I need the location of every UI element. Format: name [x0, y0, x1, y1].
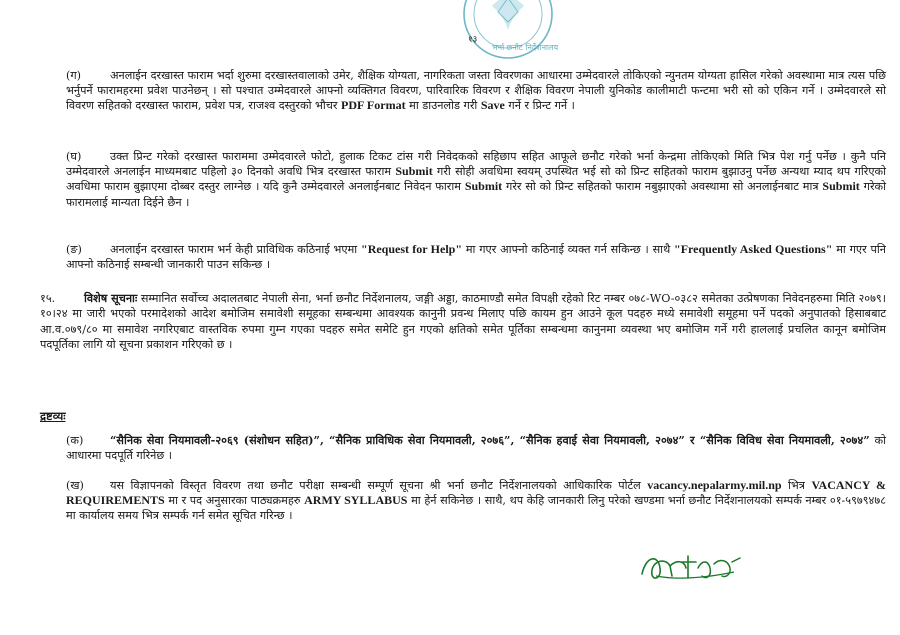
emphasis-text: Submit [464, 179, 503, 194]
paragraph-text: गरेको फारामलाई मान्यता दिईने छैन । [66, 180, 887, 209]
note-label: (क) [66, 434, 84, 447]
note-text: भित्र [788, 479, 805, 492]
paragraph-label: (घ) [66, 150, 82, 163]
note-text: यस विज्ञापनको विस्तृत विवरण तथा छनौट परीक्षा सम्बन्धी सम्पूर्ण सूचना श्री भर्ना छनौट निर्देशनालयको आधिकारिक पोर्टल [110, 479, 641, 492]
section-15-special-notice [40, 291, 886, 353]
emphasis-text: Submit [395, 164, 433, 179]
paragraph-text: अनलाईन दरखास्त फाराम भर्न केही प्राविधिक कठिनाई भएमा [110, 243, 358, 256]
paragraph-text: मा डाउनलोड गरी [409, 99, 478, 113]
paragraph-ga [66, 68, 886, 114]
paragraph-label: (ग) [66, 69, 82, 82]
emphasis-text: "Frequently Asked Questions" [674, 242, 833, 256]
section-heading: विशेष सूचनाः [84, 291, 138, 305]
paragraph-text: मा गएर आफ्नो कठिनाई व्यक्त गर्न सकिन्छ । साथै [465, 243, 671, 256]
syllabus-section-name: ARMY SYLLABUS [304, 493, 408, 508]
paragraph-text: उक्त प्रिन्ट गरेको दरखास्त फाराममा उम्मेदवारले फोटो, हुलाक टिकट टांस गरी निवेदकको सहिछाप सहित आफूले छनौट गरेको भर्ना केन्द्रमा तोकिएको मिति भित्र पेश गर्नु पर्नेछ । कुनै पनि उम्मेदवारले अनलाईन माध्यमबाट पहिलो ३० दिनको अवधि भित्र दरखास्त फाराम [66, 150, 886, 179]
paragraph-text: गरी सोही अवधिमा स्वयम् उपस्थित भई सो को प्रिन्ट सहितको फाराम बुझाउनु पर्नेछ अन्यथा म्याद थप गरिएको अवधिमा फाराम बुझाएमा दोब्बर दस्तुर लाग्नेछ । यदि कुनै उम्मेदवारले अनलाईनबाट निवेदन फाराम [66, 165, 887, 194]
paragraph-nga [66, 242, 886, 272]
emphasis-text: PDF Format [341, 98, 406, 113]
paragraph-text: अनलाईन दरखास्त फाराम भर्दा शुरुमा दरखास्तवालाको उमेर, शैक्षिक योग्यता, नागरिकता जस्ता विवरणका आधारमा उम्मेदवारले तोकिएको न्युनतम योग्यता हासिल गरेको अवस्थामा मात्र त्यस पछि भर्नुपर्ने फारामहरमा प्रवेश पाउनेछन् । सो पश्चात उम्मेदवारले आफ्नो व्यक्तिगत विवरण, पारिवारिक विवरण र शैक्षिक विवरण नेपाली युनिकोड कालीमाटी फन्टमा भरी सो को एकिन गर्ने । उम्मेदवारले सो विवरण सहितको दरखास्त फाराम, प्रवेश पत्र, राजश्व दस्तुरको भौचर [66, 69, 886, 113]
paragraph-text: गर्ने र प्रिन्ट गर्ने । [508, 99, 575, 113]
emphasis-text: Submit [822, 179, 860, 194]
note-text: मा र पद अनुसारका पाठ्यक्रमहरु [168, 494, 301, 508]
signature [636, 546, 746, 596]
note-text: मा हेर्न सकिनेछ । साथै, थप केहि जानकारी लिनु परेको खण्डमा भर्ना छनौट निर्देशनालयको सम्पर्क नम्बर ०१-५९७९४७८ मा कार्यालय समय भित्र सम्पर्क गर्न समेत सूचित गरिन्छ । [66, 494, 887, 523]
note-text: को आधारमा पदपूर्ति गरिनेछ । [66, 434, 887, 463]
note-ka [66, 433, 886, 463]
office-seal [452, 0, 564, 66]
seal-text: भर्ना छनौट निर्देशनालय [492, 43, 559, 52]
portal-url[interactable]: vacancy.nepalarmy.mil.np [647, 478, 782, 492]
paragraph-text: गरेर सो को प्रिन्ट सहितको फाराम नबुझाएको अवस्थामा सो अनलाईनबाट मात्र [506, 180, 819, 194]
paragraph-text: मा गएर पनि आफ्नो कठिनाई सम्बन्धी जानकारी पाउन सकिन्छ । [66, 243, 886, 272]
seal-number: १३ [468, 35, 478, 45]
regulation-names: “सैनिक सेवा नियमावली-२०६९ (संशोधन सहित)”, “सैनिक प्राविधिक सेवा नियमावली, २०७६”, “सैनिक हवाई सेवा नियमावली, २०७४” र “सैनिक विविध सेवा नियमावली, २०७४” [110, 433, 870, 447]
section-text: सम्मानित सर्वोच्च अदालतबाट नेपाली सेना, भर्ना छनौट निर्देशनालय, जङ्गी अड्डा, काठमाण्डौ समेत विपक्षी रहेको रिट नम्बर ०७८-WO-०३८२ समेतका उत्प्रेषणका निवेदनहरुमा मिति २०७९।१०।२४ मा जारी भएको परमादेशको आदेश बमोजिम समावेशी समूहका सम्बन्धमा आवश्यक कानुनी प्रवन्ध मिलाए पछि कायम हुन आउने कूल पदहरु मध्ये समावेशी समूहमा पर्ने पदको अनुपातको हिसाबबाट आ.व.०७९/८० मा समावेश नगरिएबाट वास्तविक रुपमा गुम्न गएका पदहरु समेत समेटि हुन गएको क्षतिको समेत पूर्तिका सम्बन्धमा कानुनमा व्यवस्था भए बमोजिम गर्ने गरी हाललाई प्रचलित कानून बमोजिम पदपूर्तिका लागि यो सूचना प्रकाशन गरिएको छ । [40, 292, 886, 352]
notes-heading: द्रष्टव्यः [40, 409, 66, 423]
note-label: (ख) [66, 479, 84, 492]
vacancy-section-name: VACANCY & REQUIREMENTS [66, 478, 886, 508]
paragraph-gha [66, 149, 886, 210]
emphasis-text: "Request for Help" [361, 242, 463, 256]
emphasis-text: Save [480, 98, 505, 113]
section-number: १५. [40, 292, 56, 305]
paragraph-label: (ङ) [66, 243, 82, 256]
note-kha [66, 478, 886, 524]
